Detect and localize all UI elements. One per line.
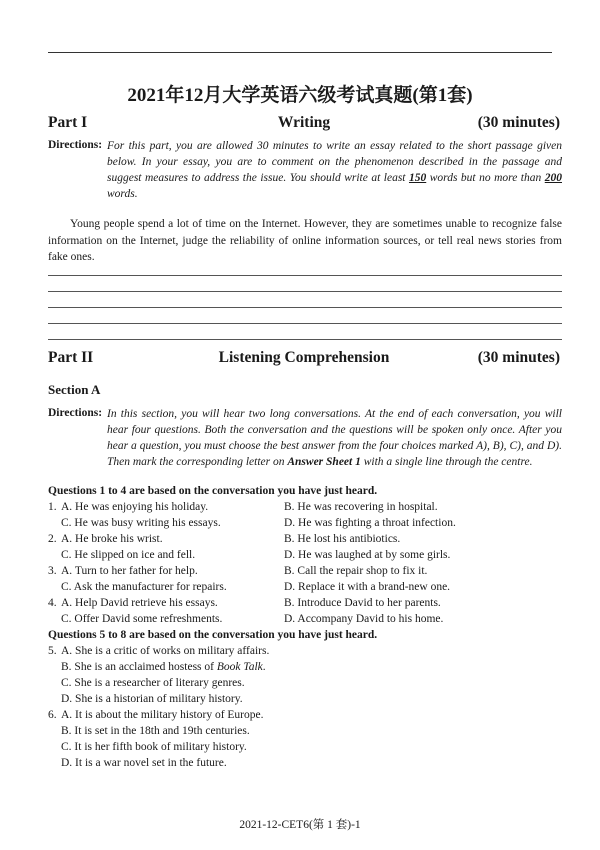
question-number: 3. bbox=[48, 565, 57, 577]
option-b[interactable]: B. He was recovering in hospital. bbox=[284, 501, 438, 513]
option-a[interactable]: A. He was enjoying his holiday. bbox=[61, 501, 209, 513]
writing-line[interactable] bbox=[48, 307, 562, 308]
option-d[interactable]: D. It is a war novel set in the future. bbox=[61, 757, 227, 769]
part1-label: Part I bbox=[48, 114, 88, 131]
writing-line[interactable] bbox=[48, 339, 562, 340]
question-number: 1. bbox=[48, 501, 57, 513]
option-b[interactable] bbox=[61, 661, 266, 673]
min-words: 150 bbox=[408, 172, 427, 184]
question-number: 5. bbox=[48, 645, 57, 657]
writing-prompt: Young people spend a lot of time on the Internet. However, they are sometimes unable to recognize false information on the Internet, judge the reliability of online information sources, or tell real news stories from fake ones. bbox=[48, 218, 562, 263]
question-number: 4. bbox=[48, 597, 57, 609]
option-b[interactable]: B. Call the repair shop to fix it. bbox=[284, 565, 428, 577]
option-c[interactable]: C. It is her fifth book of military history. bbox=[61, 741, 247, 753]
page-footer: 2021-12-CET6(第 1 套)-1 bbox=[239, 819, 361, 831]
exam-title: 2021年12月大学英语六级考试真题(第1套) bbox=[127, 85, 473, 106]
question-group-heading: Questions 1 to 4 are based on the conversation you have just heard. bbox=[48, 485, 378, 497]
book-title: Book Talk bbox=[216, 661, 263, 673]
part2-label: Part II bbox=[48, 349, 94, 366]
part1-directions bbox=[107, 138, 562, 202]
option-b-end: . bbox=[262, 661, 266, 673]
option-a[interactable]: A. He broke his wrist. bbox=[61, 533, 163, 545]
option-d[interactable]: D. He was laughed at by some girls. bbox=[284, 549, 451, 561]
option-a[interactable]: A. Turn to her father for help. bbox=[61, 565, 198, 577]
writing-line[interactable] bbox=[48, 291, 562, 292]
part2-directions-text-2: with a single line through the centre. bbox=[360, 456, 533, 468]
part2-directions-label: Directions: bbox=[48, 407, 103, 419]
option-c[interactable]: C. He was busy writing his essays. bbox=[61, 517, 221, 529]
writing-line[interactable] bbox=[48, 275, 562, 276]
part2-directions-text: In this section, you will hear two long conversations. At the end of each conversation, you will hear four questions. Both the conversation and the questions will be spoken only once. After you hear a question, you must choose the best answer from the four choices marked A), B), C), and D). Then mark the corresponding letter on bbox=[107, 408, 562, 468]
max-words: 200 bbox=[544, 172, 562, 184]
option-b[interactable]: B. He lost his antibiotics. bbox=[284, 533, 401, 545]
answer-sheet-ref: Answer Sheet 1 bbox=[287, 456, 361, 468]
option-a[interactable]: A. She is a critic of works on military affairs. bbox=[61, 645, 270, 657]
question-group-heading: Questions 5 to 8 are based on the conversation you have just heard. bbox=[48, 629, 378, 641]
part1-directions-label: Directions: bbox=[48, 139, 103, 151]
option-b-text: B. She is an acclaimed hostess of bbox=[61, 661, 217, 673]
top-rule bbox=[48, 52, 552, 53]
option-d[interactable]: D. She is a historian of military history. bbox=[61, 693, 243, 705]
part1-header bbox=[48, 114, 560, 134]
part2-directions bbox=[107, 406, 562, 470]
question-number: 2. bbox=[48, 533, 57, 545]
question-number: 6. bbox=[48, 709, 57, 721]
writing-line[interactable] bbox=[48, 323, 562, 324]
part2-name: Listening Comprehension bbox=[218, 349, 390, 366]
part1-directions-text-2: words but no more than bbox=[426, 172, 545, 184]
part1-name: Writing bbox=[277, 114, 331, 131]
option-d[interactable]: D. He was fighting a throat infection. bbox=[284, 517, 456, 529]
part2-time: (30 minutes) bbox=[477, 349, 560, 366]
option-c[interactable]: C. Ask the manufacturer for repairs. bbox=[61, 581, 227, 593]
option-a[interactable]: A. Help David retrieve his essays. bbox=[61, 597, 218, 609]
option-c[interactable]: C. He slipped on ice and fell. bbox=[61, 549, 196, 561]
part1-directions-text-3: words. bbox=[107, 188, 138, 200]
option-d[interactable]: D. Replace it with a brand-new one. bbox=[284, 581, 451, 593]
option-c[interactable]: C. Offer David some refreshments. bbox=[61, 613, 223, 625]
part1-directions-text: For this part, you are allowed 30 minutes to write an essay related to the short passage given below. In your essay, you are to comment on the phenomenon described in the passage and suggest measures to address the issue. You should write at least bbox=[107, 140, 562, 184]
option-d[interactable]: D. Accompany David to his home. bbox=[284, 613, 444, 625]
part2-header bbox=[48, 349, 560, 369]
section-a-heading: Section A bbox=[48, 382, 101, 397]
part1-time: (30 minutes) bbox=[477, 114, 560, 131]
option-c[interactable]: C. She is a researcher of literary genres. bbox=[61, 677, 245, 689]
option-a[interactable]: A. It is about the military history of Europe. bbox=[61, 709, 264, 721]
option-b[interactable]: B. It is set in the 18th and 19th centuries. bbox=[61, 725, 250, 737]
option-b[interactable]: B. Introduce David to her parents. bbox=[284, 597, 441, 609]
